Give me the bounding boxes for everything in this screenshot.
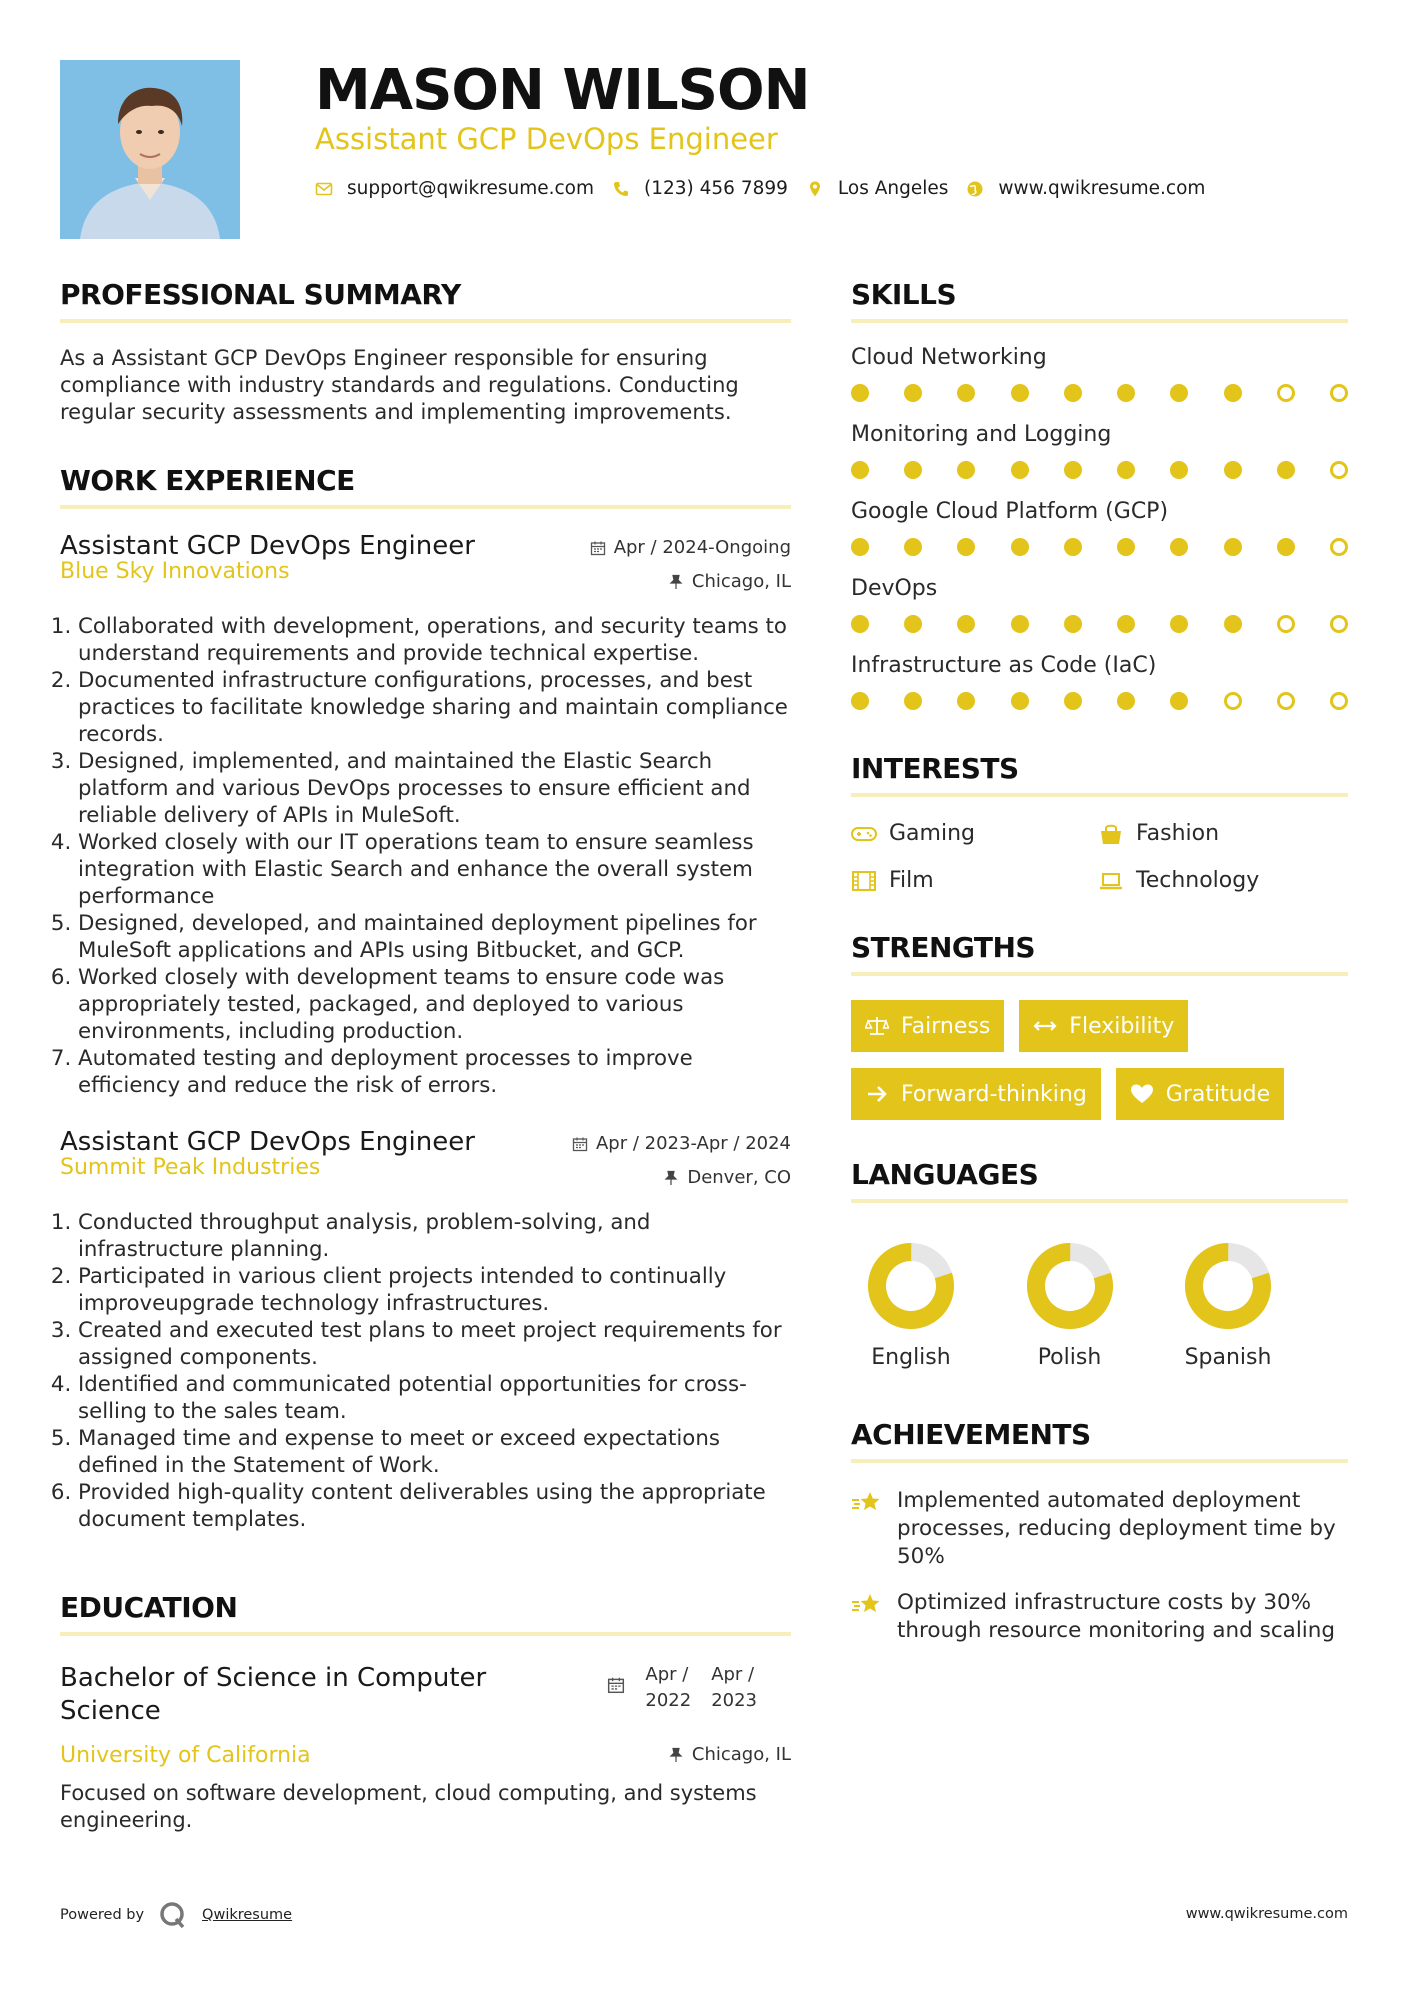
skill-dot-filled — [1011, 615, 1029, 633]
calendar-icon — [590, 540, 606, 556]
skill-dot-filled — [1117, 384, 1135, 402]
skill-dot-filled — [851, 615, 869, 633]
skill-dot-empty — [1277, 692, 1295, 710]
strength-tag — [851, 1000, 1004, 1052]
qwikresume-logo-icon — [158, 1900, 188, 1930]
skill-dot-filled — [1117, 538, 1135, 556]
footer-url[interactable]: www.qwikresume.com — [1185, 1906, 1348, 1922]
skill-dot-empty — [1277, 384, 1295, 402]
list-item: 4. Identified and communicated potential opportunities for cross-selling to the sales team. — [78, 1371, 791, 1425]
education-start-month: Apr / — [645, 1664, 689, 1685]
list-item: 2. Documented infrastructure configurations, processes, and best practices to facilitate knowledge sharing and maintain compliance records. — [78, 667, 791, 748]
job-entry — [60, 1127, 791, 1533]
skill-dot-filled — [904, 384, 922, 402]
skill-dot-filled — [1224, 538, 1242, 556]
skill-dot-filled — [904, 538, 922, 556]
language-name: Spanish — [1184, 1345, 1272, 1370]
education-start — [645, 1662, 691, 1728]
skill-dot-filled — [851, 538, 869, 556]
job-entry — [60, 531, 791, 1099]
skill-dot-filled — [1064, 538, 1082, 556]
education-end-month: Apr / — [711, 1664, 755, 1685]
education-heading: EDUCATION — [60, 1591, 791, 1636]
interest-label: Film — [889, 868, 934, 893]
job-bullets — [60, 613, 791, 1099]
summary-text: As a Assistant GCP DevOps Engineer responsible for ensuring compliance with industry standards and regulations. Conducting regular security assessments and implementing improvements. — [60, 346, 739, 424]
pushpin-icon — [663, 1170, 679, 1186]
skill-dot-filled — [1170, 692, 1188, 710]
list-item: 1. Collaborated with development, operations, and security teams to understand requirements and provide technical expertise. — [78, 613, 791, 667]
contact-website[interactable] — [966, 178, 1205, 199]
right-column — [851, 278, 1348, 1645]
skill-dot-filled — [1011, 384, 1029, 402]
skill-item — [851, 576, 1348, 633]
trophy-star-icon — [851, 1591, 883, 1619]
skill-dot-filled — [957, 538, 975, 556]
job-dates-text: Apr / 2023-Apr / 2024 — [595, 1133, 791, 1154]
left-column — [60, 278, 791, 1834]
skill-dot-filled — [1011, 461, 1029, 479]
language-name: English — [871, 1345, 951, 1370]
skill-dot-filled — [1064, 384, 1082, 402]
strengths-heading: STRENGTHS — [851, 931, 1348, 976]
person-avatar — [60, 60, 240, 239]
strength-tag — [851, 1068, 1101, 1120]
achievements-heading: ACHIEVEMENTS — [851, 1418, 1348, 1463]
strength-label: Forward-thinking — [901, 1081, 1087, 1107]
job-location — [572, 1161, 791, 1195]
candidate-role: Assistant GCP DevOps Engineer — [315, 122, 778, 156]
job-location-text: Chicago, IL — [691, 571, 791, 592]
strength-label: Fairness — [901, 1013, 991, 1039]
shopping-bag-icon — [1098, 823, 1124, 845]
language-donut — [1183, 1241, 1273, 1331]
skill-dot-filled — [1064, 692, 1082, 710]
language-name: Polish — [1037, 1345, 1102, 1370]
gamepad-icon — [851, 823, 877, 845]
list-item: 3. Designed, implemented, and maintained the Elastic Search platform and various DevOps processes to ensure efficient and reliable delivery of APIs in MuleSoft. — [78, 748, 791, 829]
contact-phone[interactable] — [612, 178, 788, 199]
contact-location-text: Los Angeles — [837, 178, 949, 199]
education-dates — [607, 1662, 757, 1728]
skill-item — [851, 345, 1348, 402]
strength-tag — [1019, 1000, 1188, 1052]
skill-dot-filled — [1064, 461, 1082, 479]
contact-phone-text: (123) 456 7899 — [644, 178, 788, 199]
skill-rating — [851, 384, 1348, 402]
contact-email-text: support@qwikresume.com — [347, 178, 594, 199]
pushpin-icon — [668, 1747, 684, 1763]
achievement-text: Optimized infrastructure costs by 30% through resource monitoring and scaling — [897, 1590, 1336, 1643]
skills-heading: SKILLS — [851, 278, 1348, 323]
skill-dot-filled — [1170, 615, 1188, 633]
contact-location — [806, 178, 949, 199]
skill-dot-filled — [957, 692, 975, 710]
powered-by-label: Powered by — [60, 1907, 145, 1923]
interest-label: Fashion — [1136, 821, 1220, 846]
education-location — [668, 1738, 791, 1772]
education-description: Focused on software development, cloud computing, and systems engineering. — [60, 1781, 757, 1832]
education-start-year: 2022 — [645, 1690, 692, 1711]
languages-list — [851, 1241, 1288, 1370]
language-donut — [1025, 1241, 1115, 1331]
list-item: 6. Provided high-quality content deliverables using the appropriate document templates. — [78, 1479, 791, 1533]
school-name: University of California — [60, 1742, 311, 1768]
calendar-icon — [607, 1676, 625, 1694]
language-donut — [866, 1241, 956, 1331]
candidate-name: MASON WILSON — [315, 58, 810, 123]
skill-rating — [851, 538, 1348, 556]
skill-dot-filled — [1170, 461, 1188, 479]
skill-dot-filled — [1224, 615, 1242, 633]
skill-dot-filled — [1170, 538, 1188, 556]
skill-name: DevOps — [851, 576, 938, 601]
job-title: Assistant GCP DevOps Engineer — [60, 531, 475, 561]
job-bullets — [60, 1209, 791, 1533]
strength-label: Gratitude — [1165, 1081, 1271, 1107]
skill-dot-filled — [1170, 384, 1188, 402]
qwikresume-link[interactable]: Qwikresume — [202, 1907, 293, 1923]
skill-rating — [851, 692, 1348, 710]
skill-dot-empty — [1224, 692, 1242, 710]
job-title: Assistant GCP DevOps Engineer — [60, 1127, 475, 1157]
education-entry — [60, 1662, 791, 1728]
skill-item — [851, 422, 1348, 479]
interest-item — [1098, 868, 1348, 893]
map-pin-icon — [806, 180, 824, 198]
interests-heading: INTERESTS — [851, 752, 1348, 797]
skill-dot-empty — [1330, 615, 1348, 633]
skill-item — [851, 653, 1348, 710]
contact-bar — [315, 178, 1205, 199]
skill-rating — [851, 461, 1348, 479]
list-item: 5. Managed time and expense to meet or exceed expectations defined in the Statement of Work. — [78, 1425, 791, 1479]
skill-dot-filled — [957, 615, 975, 633]
profile-photo — [60, 60, 240, 239]
skill-dot-empty — [1330, 538, 1348, 556]
achievements-list — [851, 1487, 1348, 1645]
phone-icon — [612, 180, 630, 198]
strength-label: Flexibility — [1069, 1013, 1175, 1039]
globe-icon — [966, 180, 984, 198]
education-end-year: 2023 — [711, 1690, 757, 1711]
envelope-icon — [315, 180, 333, 198]
list-item: 2. Participated in various client projects intended to continually improveupgrade technology infrastructures. — [78, 1263, 791, 1317]
skill-dot-empty — [1330, 384, 1348, 402]
skill-rating — [851, 615, 1348, 633]
list-item: 3. Created and executed test plans to meet project requirements for assigned components. — [78, 1317, 791, 1371]
skill-dot-filled — [1277, 461, 1295, 479]
skill-dot-filled — [851, 461, 869, 479]
company-name: Blue Sky Innovations — [60, 559, 290, 584]
skill-name: Monitoring and Logging — [851, 422, 1112, 447]
skill-dot-filled — [904, 461, 922, 479]
strength-tag — [1116, 1068, 1284, 1120]
skill-dot-empty — [1330, 692, 1348, 710]
list-item: 1. Conducted throughput analysis, problem-solving, and infrastructure planning. — [78, 1209, 791, 1263]
heart-icon — [1130, 1083, 1154, 1105]
arrow-right-icon — [865, 1083, 889, 1105]
job-dates — [572, 1127, 791, 1161]
achievement-text: Implemented automated deployment processes, reducing deployment time by 50% — [897, 1488, 1336, 1569]
skills-list — [851, 345, 1348, 710]
skill-dot-filled — [1064, 615, 1082, 633]
skill-dot-filled — [904, 692, 922, 710]
laptop-icon — [1098, 870, 1124, 892]
list-item: 4. Worked closely with our IT operations team to ensure seamless integration with Elastic Search and enhance the overall system performance — [78, 829, 791, 910]
skill-name: Cloud Networking — [851, 345, 1047, 370]
interest-item — [1098, 821, 1348, 846]
job-location-text: Denver, CO — [687, 1167, 791, 1188]
list-item: 5. Designed, developed, and maintained deployment pipelines for MuleSoft applications and APIs using Bitbucket, and GCP. — [78, 910, 791, 964]
summary-heading: PROFESSIONAL SUMMARY — [60, 278, 791, 323]
language-item — [851, 1241, 971, 1370]
language-item — [1010, 1241, 1130, 1370]
degree-title: Bachelor of Science in Computer Science — [60, 1663, 487, 1726]
languages-heading: LANGUAGES — [851, 1158, 1348, 1203]
list-item: 7. Automated testing and deployment processes to improve efficiency and reduce the risk of errors. — [78, 1045, 791, 1099]
language-item — [1168, 1241, 1288, 1370]
skill-item — [851, 499, 1348, 556]
interest-label: Technology — [1136, 868, 1260, 893]
achievement-item — [851, 1487, 1348, 1571]
skill-dot-filled — [1277, 538, 1295, 556]
skill-dot-empty — [1330, 461, 1348, 479]
calendar-icon — [572, 1136, 588, 1152]
contact-website-text: www.qwikresume.com — [998, 178, 1206, 199]
list-item: 6. Worked closely with development teams to ensure code was appropriately tested, packaged, and deployed to various environments, including production. — [78, 964, 791, 1045]
skill-dot-filled — [851, 384, 869, 402]
education-location-text: Chicago, IL — [691, 1744, 791, 1765]
skill-dot-filled — [1011, 692, 1029, 710]
skill-dot-filled — [851, 692, 869, 710]
skill-dot-filled — [1224, 461, 1242, 479]
skill-name: Google Cloud Platform (GCP) — [851, 499, 1169, 524]
strengths-list — [851, 1000, 1348, 1120]
pushpin-icon — [668, 574, 684, 590]
job-dates — [590, 531, 791, 565]
skill-dot-filled — [1117, 461, 1135, 479]
skill-dot-filled — [957, 461, 975, 479]
job-dates-text: Apr / 2024-Ongoing — [613, 537, 791, 558]
balance-scale-icon — [865, 1015, 889, 1037]
film-icon — [851, 870, 877, 892]
skill-dot-filled — [1117, 692, 1135, 710]
job-location — [590, 565, 791, 599]
footer-powered — [60, 1900, 292, 1930]
contact-email[interactable] — [315, 178, 594, 199]
experience-heading: WORK EXPERIENCE — [60, 464, 791, 509]
skill-dot-filled — [904, 615, 922, 633]
skill-name: Infrastructure as Code (IaC) — [851, 653, 1157, 678]
skill-dot-filled — [957, 384, 975, 402]
skill-dot-filled — [1011, 538, 1029, 556]
achievement-item — [851, 1589, 1348, 1645]
skill-dot-filled — [1117, 615, 1135, 633]
education-end — [711, 1662, 757, 1728]
skill-dot-filled — [1224, 384, 1242, 402]
interest-item — [851, 821, 1098, 846]
interests-list — [851, 821, 1348, 893]
trophy-star-icon — [851, 1489, 883, 1517]
arrows-horizontal-icon — [1033, 1015, 1057, 1037]
interest-label: Gaming — [889, 821, 975, 846]
company-name: Summit Peak Industries — [60, 1155, 321, 1180]
skill-dot-empty — [1277, 615, 1295, 633]
interest-item — [851, 868, 1098, 893]
